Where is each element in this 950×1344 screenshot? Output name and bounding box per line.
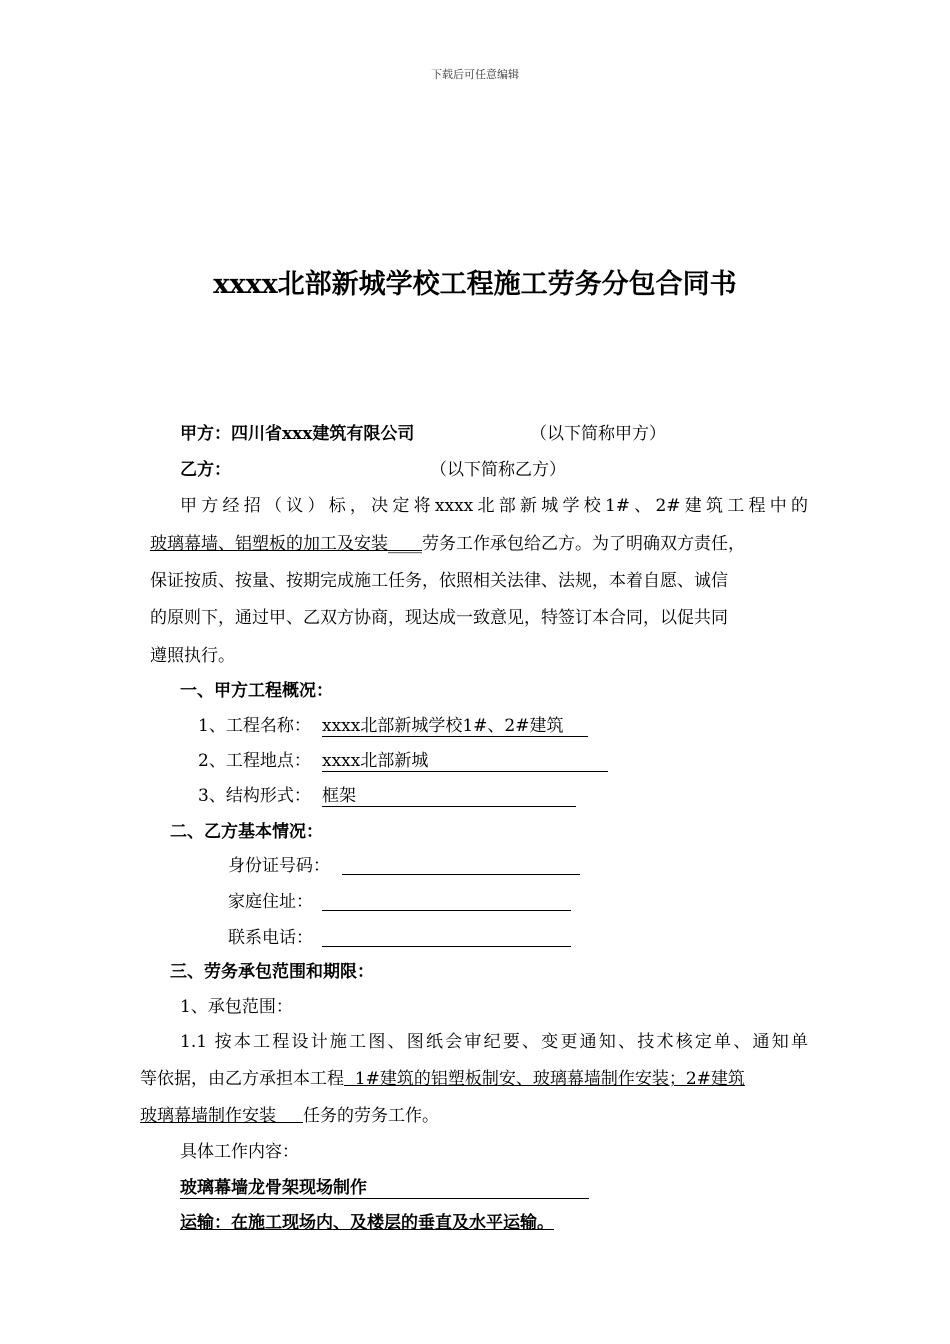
home-address-label: 家庭住址：	[228, 892, 313, 912]
scope-label: 1、承包范围：	[180, 997, 293, 1017]
home-address-field[interactable]	[322, 892, 571, 911]
intro-scope-underlined: 玻璃幕墙、铝塑板的加工及安装____	[150, 534, 422, 554]
work-content-label: 具体工作内容：	[180, 1142, 299, 1162]
scope-paragraph-line-3	[140, 1106, 439, 1126]
scope-paragraph-line-1: 1.1 按本工程设计施工图、图纸会审纪要、变更通知、技术核定单、通知单	[180, 1032, 808, 1052]
project-name-value: xxxx北部新城学校1#、2#建筑	[322, 716, 588, 737]
work-item-1: 玻璃幕墙龙骨架现场制作	[180, 1178, 589, 1199]
structure-type-value: 框架	[322, 786, 576, 807]
intro-line-2	[150, 534, 830, 554]
section1-heading: 一、甲方工程概况：	[180, 681, 333, 701]
project-location-label: 2、工程地点：	[198, 751, 311, 771]
party-b-note: （以下简称乙方）	[430, 460, 566, 480]
intro-line-3: 保证按质、按量、按期完成施工任务，依照相关法律、法规，本着自愿、诚信	[150, 571, 728, 591]
id-number-field[interactable]	[342, 856, 580, 875]
document-title: xxxx北部新城学校工程施工劳务分包合同书	[213, 269, 737, 300]
header-note: 下载后可任意编辑	[431, 68, 519, 81]
scope-line-2-underlined: 1#建筑的铝塑板制安、玻璃幕墙制作安装；2#建筑	[344, 1069, 745, 1089]
scope-paragraph-line-2	[140, 1069, 745, 1089]
phone-label: 联系电话：	[228, 928, 313, 948]
project-name-label: 1、工程名称：	[198, 716, 311, 736]
intro-line-2-rest: 劳务工作承包给乙方。为了明确双方责任，	[422, 534, 745, 554]
intro-line-4: 的原则下，通过甲、乙双方协商，现达成一致意见，特签订本合同，以促共同	[150, 608, 728, 628]
scope-line-2-pre: 等依据，由乙方承担本工程	[140, 1069, 344, 1089]
structure-type-label: 3、结构形式：	[198, 786, 311, 806]
intro-line-5: 遵照执行。	[150, 646, 235, 666]
phone-field[interactable]	[322, 928, 571, 947]
project-location-value: xxxx北部新城	[322, 751, 608, 772]
intro-line-1: 甲方经招（议）标，决定将xxxx北部新城学校1#、2#建筑工程中的	[180, 496, 808, 516]
id-number-label: 身份证号码：	[228, 856, 330, 876]
work-item-2: 运输：在施工现场内、及楼层的垂直及水平运输。	[180, 1213, 554, 1233]
section2-heading: 二、乙方基本情况：	[170, 822, 323, 842]
section3-heading: 三、劳务承包范围和期限：	[170, 962, 374, 982]
party-a-label: 甲方：四川省xxx建筑有限公司	[180, 424, 415, 444]
scope-line-3-rest: 任务的劳务工作。	[303, 1106, 440, 1126]
party-a-note: （以下简称甲方）	[530, 424, 666, 444]
party-b-label: 乙方：	[180, 460, 231, 480]
scope-line-3-underlined: 玻璃幕墙制作安装	[140, 1106, 304, 1126]
